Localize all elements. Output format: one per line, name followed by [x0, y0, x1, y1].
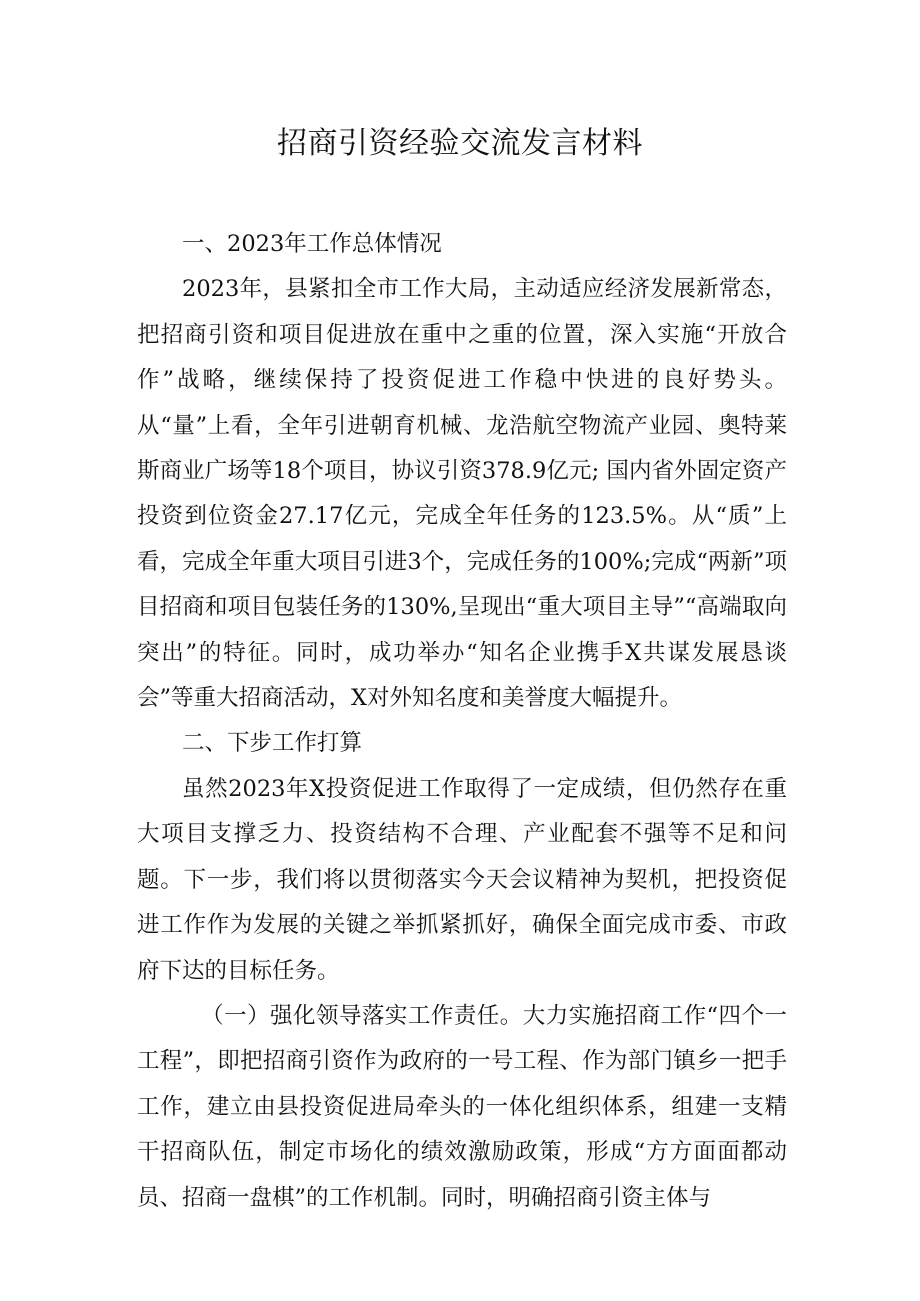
section-heading-2: 二、下步工作打算 [182, 730, 363, 757]
section-2-paragraph-1: 虽然2023年X投资促进工作取得了一定成绩，但仍然存在重大项目支撑乏力、投资结构不合理、产业配套不强等不足和问题。下一步，我们将以贯彻落实今天会议精神为契机，把投资促进工作作为发展的关键之举抓紧抓好，确保全面完成市委、市政府下达的目标任务。 [137, 775, 787, 984]
section-heading-1: 一、2023年工作总体情况 [182, 231, 442, 257]
subsection-1-paragraph [137, 994, 787, 1221]
section-1-paragraph-1: 2023年，县紧扣全市工作大局，主动适应经济发展新常态，把招商引资和项目促进放在重中之重的位置，深入实施“开放合作”战略，继续保持了投资促进工作稳中快进的良好势头。从“量”上看，全年引进朝育机械、龙浩航空物流产业园、奥特莱斯商业广场等18个项目，协议引资378.9亿元; 国内省外固定资产投资到位资金27.17亿元，完成全年任务的123.5%。从“质”上看，完成全年重大项目引进3个，完成任务的100%;完成“两新”项目招商和项目包装任务的130%,呈现出“重大项目主导”“高端取向突出”的特征。同时，成功举办“知名企业携手X共谋发展恳谈会”等重大招商活动，X对外知名度和美誉度大幅提升。 [137, 276, 787, 712]
subsection-1-text: 大力实施招商工作“四个一工程”，即把招商引资作为政府的一号工程、作为部门镇乡一把手工作，建立由县投资促进局牵头的一体化组织体系，组建一支精干招商队伍，制定市场化的绩效激励政策，形成“方方面面都动员、招商一盘棋”的工作机制。同时，明确招商引资主体与 [137, 1002, 787, 1211]
document-body [137, 222, 787, 1221]
document-title: 招商引资经验交流发言材料 [277, 126, 643, 161]
subsection-heading-1: （一）强化领导落实工作责任。 [201, 1002, 523, 1029]
